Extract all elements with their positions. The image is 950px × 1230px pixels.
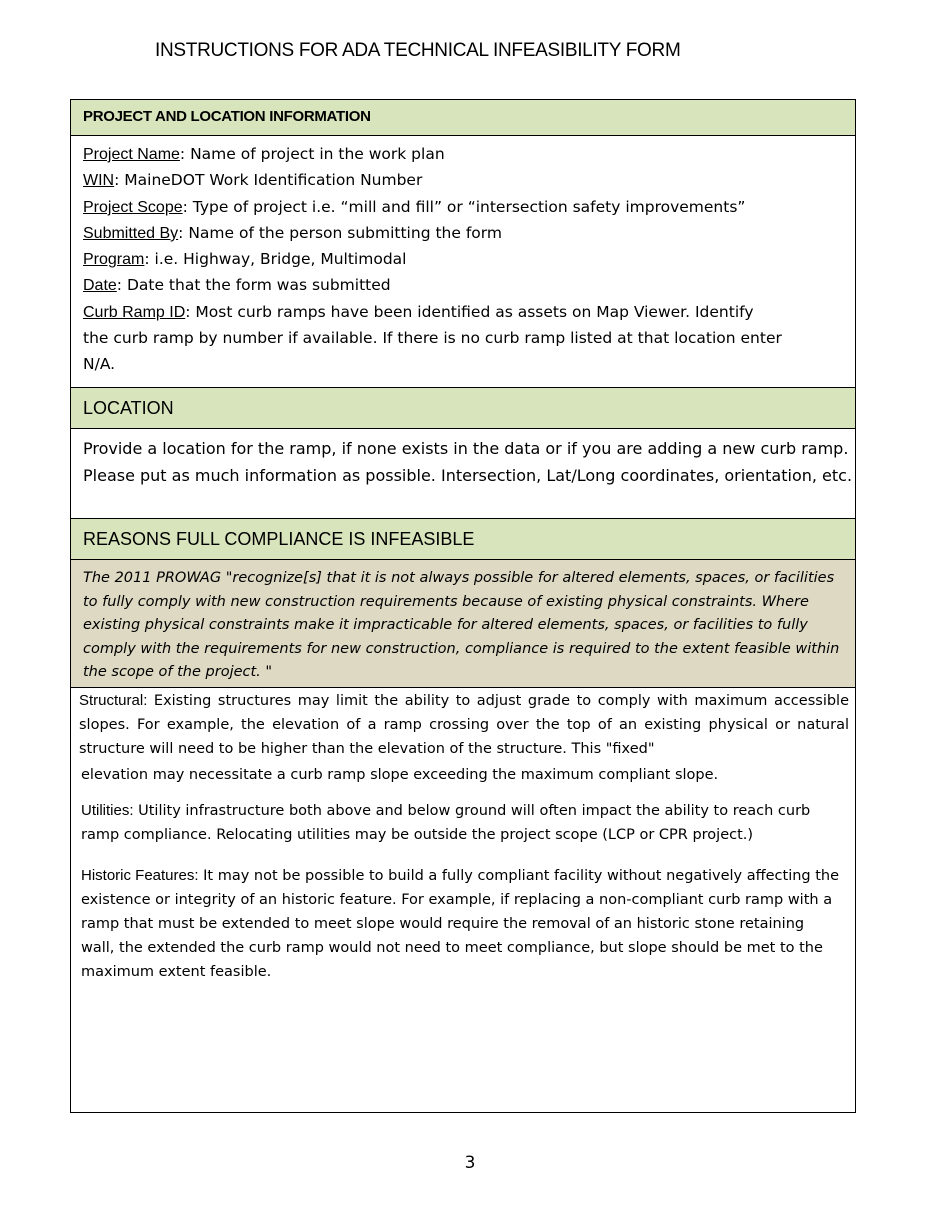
project-fields (71, 136, 855, 388)
document-title: INSTRUCTIONS FOR ADA TECHNICAL INFEASIBILITY FORM (155, 40, 681, 61)
curb-ramp-id-continued: the curb ramp by number if available. If there is no curb ramp listed at that location enter (83, 329, 782, 347)
project-section-heading: PROJECT AND LOCATION INFORMATION (83, 108, 371, 125)
field-project-scope: Project Scope: Type of project i.e. “mill and fill” or “intersection safety improvements” (83, 198, 746, 216)
page-number: 3 (464, 1153, 476, 1173)
structural-reason-continued: elevation may necessitate a curb ramp slope exceeding the maximum compliant slope. (81, 767, 719, 783)
curb-ramp-id-continued-2: N/A. (83, 355, 116, 373)
field-curb-ramp-id: Curb Ramp ID: Most curb ramps have been identified as assets on Map Viewer. Identify (83, 303, 754, 321)
field-win: WIN: MaineDOT Work Identification Number (83, 171, 423, 189)
reasons-section-heading: REASONS FULL COMPLIANCE IS INFEASIBLE (83, 529, 475, 549)
prowag-quote: The 2011 PROWAG "recognize[s] that it is not always possible for altered elements, spaces, or facilities to fully comply with new construction requirements because of existing physical constraints. Where existing physical constraints make it impracticable for altered elements, spaces, or facilities to fully comply with the requirements for new construction, compliance is required to the extent feasible within the scope of the project. " (83, 570, 840, 681)
utilities-reason: Utilities: Utility infrastructure both above and below ground will often impact the ability to reach curb ramp compliance. Relocating utilities may be outside the project scope (LCP or CPR project.) (81, 802, 811, 843)
structural-reason: Structural: Existing structures may limit the ability to adjust grade to comply with maximum accessible slopes. For example, the elevation of a ramp crossing over the top of an existing physical or natural structure will need to be higher than the elevation of the structure. This "fixed" (79, 692, 849, 757)
field-submitted-by: Submitted By: Name of the person submitting the form (83, 224, 502, 242)
reasons-section-header (71, 519, 855, 560)
field-program: Program: i.e. Highway, Bridge, Multimodal (83, 250, 407, 268)
field-date: Date: Date that the form was submitted (83, 276, 391, 294)
form-instructions-table (70, 99, 856, 1113)
location-section (71, 429, 855, 519)
location-section-header (71, 388, 855, 429)
location-description: Provide a location for the ramp, if none exists in the data or if you are adding a new curb ramp. Please put as much information as possible. Intersection, Lat/Long coordinates, orientation, etc. (83, 439, 853, 485)
location-section-heading: LOCATION (83, 398, 174, 418)
project-section-header (71, 100, 855, 136)
prowag-quote-box (71, 560, 855, 688)
historic-features-reason: Historic Features: It may not be possible to build a fully compliant facility without negatively affecting the existence or integrity of an historic feature. For example, if replacing a non-compliant curb ramp with a ramp that must be extended to meet slope would require the removal of an historic stone retaining wall, the extended the curb ramp would not need to meet compliance, but slope should be met to the maximum extent feasible. (81, 867, 840, 980)
field-project-name: Project Name: Name of project in the work plan (83, 145, 445, 163)
